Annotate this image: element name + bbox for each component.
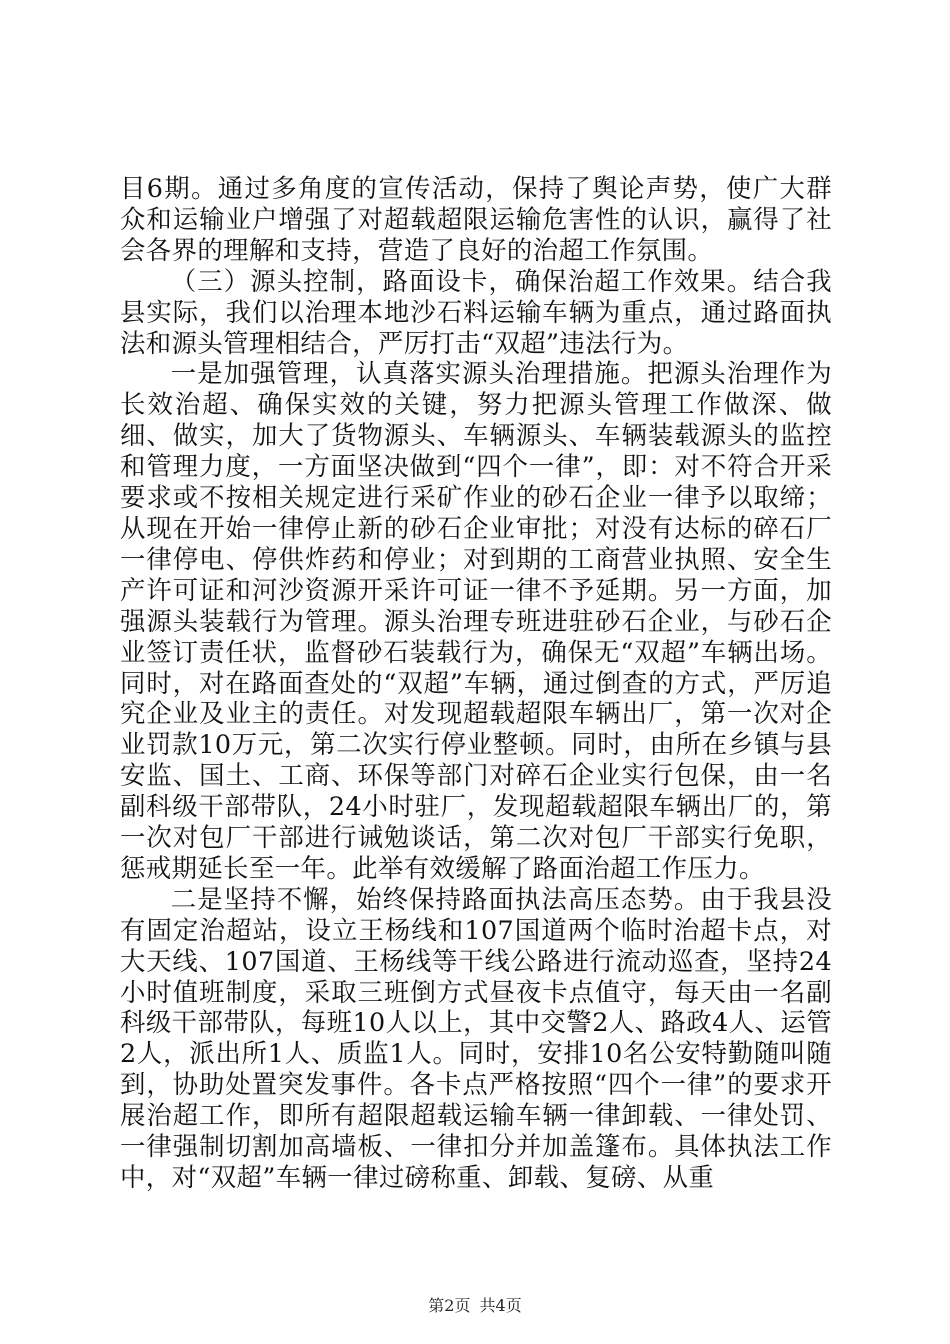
paragraph-road-enforcement: 二是坚持不懈，始终保持路面执法高压态势。由于我县没有固定治超站，设立王杨线和107国道两个临时治超卡点，对大天线、107国道、王杨线等干线公路进行流动巡查，坚持24小时值班制度，采取三班倒方式昼夜卡点值守，每天由一名副科级干部带队，每班10人以上，其中交警2人、路政4人、运管2人，派出所1人、质监1人。同时，安排10名公安特勤随叫随到，协助处置突发事件。各卡点严格按照“四个一律”的要求开展治超工作，即所有超限超载运输车辆一律卸载、一律处罚、一律强制切割加高墙板、一律扣分并加盖篷布。具体执法工作中，对“双超”车辆一律过磅称重、卸载、复磅、从重 (120, 883, 832, 1192)
document-body (120, 173, 832, 1193)
paragraph-continuation: 目6期。通过多角度的宣传活动，保持了舆论声势，使广大群众和运输业户增强了对超载超限运输危害性的认识，赢得了社会各界的理解和支持，营造了良好的治超工作氛围。 (120, 173, 832, 265)
paragraph-source-management: 一是加强管理，认真落实源头治理措施。把源头治理作为长效治超、确保实效的关键，努力把源头管理工作做深、做细、做实，加大了货物源头、车辆源头、车辆装载源头的监控和管理力度，一方面坚决做到“四个一律”，即：对不符合开采要求或不按相关规定进行采矿作业的砂石企业一律予以取缔；从现在开始一律停止新的砂石企业审批；对没有达标的碎石厂一律停电、停供炸药和停业；对到期的工商营业执照、安全生产许可证和河沙资源开采许可证一律不予延期。另一方面，加强源头装载行为管理。源头治理专班进驻砂石企业，与砂石企业签订责任状，监督砂石装载行为，确保无“双超”车辆出场。同时，对在路面查处的“双超”车辆，通过倒查的方式，严厉追究企业及业主的责任。对发现超载超限车辆出厂，第一次对企业罚款10万元，第二次实行停业整顿。同时，由所在乡镇与县安监、国土、工商、环保等部门对碎石企业实行包保，由一名副科级干部带队，24小时驻厂，发现超载超限车辆出厂的，第一次对包厂干部进行诫勉谈话，第二次对包厂干部实行免职，惩戒期延长至一年。此举有效缓解了路面治超工作压力。 (120, 358, 832, 883)
page-total: 共4页 (479, 1296, 522, 1315)
page-footer (0, 1293, 950, 1316)
paragraph-section-three-heading: （三）源头控制，路面设卡，确保治超工作效果。结合我县实际，我们以治理本地沙石料运输车辆为重点，通过路面执法和源头管理相结合，严厉打击“双超”违法行为。 (120, 265, 832, 358)
page-number: 第2页 (428, 1296, 471, 1315)
